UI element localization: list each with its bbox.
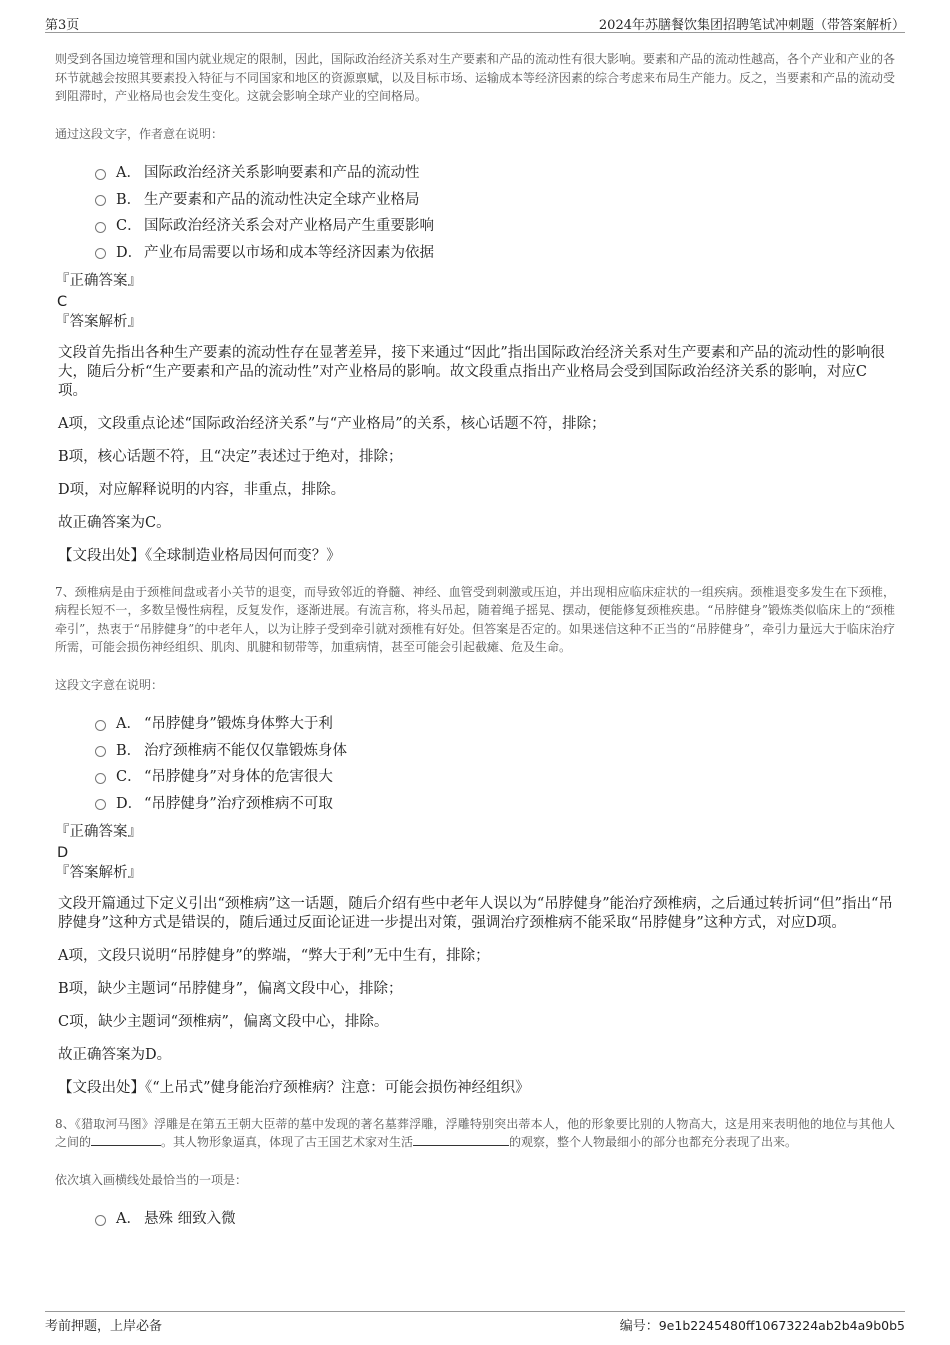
option-text: 悬殊 细致入微 <box>144 1211 236 1228</box>
footer-slogan: 考前押题，上岸必备 <box>45 1319 163 1334</box>
option-letter: D． <box>116 244 143 261</box>
radio-icon[interactable] <box>95 1215 106 1226</box>
question-prompt: 通过这段文字，作者意在说明： <box>55 126 224 141</box>
passage-text: 8、《猎取河马图》浮雕是在第五王朝大臣蒂的墓中发现的著名墓葬浮雕，浮雕特别突出蒂本人，他的形象要比别的人物高大，这是用来表明他的地位与其他人之间的 <box>55 1116 895 1149</box>
passage-text: 。其人物形象逼真，体现了古王国艺术家对生活 <box>161 1135 414 1149</box>
document-code <box>620 1315 905 1334</box>
analysis-paragraph: 故正确答案为C。 <box>58 514 171 531</box>
passage-text: 的观察，整个人物最细小的部分也都充分表现了出来。 <box>509 1135 798 1149</box>
option-text: 治疗颈椎病不能仅仅靠锻炼身体 <box>144 742 347 759</box>
page-footer <box>45 1311 905 1334</box>
option-d[interactable] <box>95 238 895 265</box>
document-body <box>55 50 895 1231</box>
option-text: “吊脖健身”治疗颈椎病不可取 <box>144 795 333 812</box>
radio-icon[interactable] <box>95 222 106 233</box>
analysis-paragraph: D项，对应解释说明的内容，非重点，排除。 <box>58 481 346 498</box>
option-letter: A． <box>116 1211 141 1228</box>
option-letter: C． <box>116 218 142 235</box>
option-text: “吊脖健身”锻炼身体弊大于利 <box>144 716 333 733</box>
page-header <box>45 12 905 33</box>
fill-blank <box>413 1133 509 1146</box>
radio-icon[interactable] <box>95 248 106 259</box>
question-prompt: 这段文字意在说明： <box>55 677 164 692</box>
option-text: 生产要素和产品的流动性决定全球产业格局 <box>144 191 420 208</box>
option-letter: C． <box>116 769 142 786</box>
passage-source: 【文段出处】《“上吊式”健身能治疗颈椎病？注意：可能会损伤神经组织》 <box>58 1079 530 1096</box>
option-b[interactable] <box>95 185 895 212</box>
question-7 <box>55 583 895 1098</box>
analysis-paragraph: 故正确答案为D。 <box>58 1046 172 1063</box>
radio-icon[interactable] <box>95 720 106 731</box>
analysis-paragraph: A项，文段只说明“吊脖健身”的弊端，“弊大于利”无中生有，排除； <box>58 947 490 964</box>
option-c[interactable] <box>95 212 895 239</box>
option-letter: A． <box>116 165 141 182</box>
radio-icon[interactable] <box>95 746 106 757</box>
option-a[interactable] <box>95 710 895 737</box>
option-c[interactable] <box>95 763 895 790</box>
analysis-paragraph: C项，缺少主题词“颈椎病”，偏离文段中心，排除。 <box>58 1013 389 1030</box>
option-letter: B． <box>116 191 142 208</box>
option-list <box>95 159 895 265</box>
answer-label: 『正确答案』 <box>55 823 142 840</box>
document-title: 2024年苏膳餐饮集团招聘笔试冲刺题（带答案解析） <box>598 18 905 33</box>
radio-icon[interactable] <box>95 169 106 180</box>
option-letter: A． <box>116 716 141 733</box>
option-a[interactable] <box>95 1205 895 1232</box>
answer-label: 『正确答案』 <box>55 272 142 289</box>
option-list <box>95 1205 895 1232</box>
analysis-paragraph: B项，缺少主题词“吊脖健身”，偏离文段中心，排除； <box>58 980 403 997</box>
question-prompt: 依次填入画横线处最恰当的一项是： <box>55 1172 248 1187</box>
option-b[interactable] <box>95 736 895 763</box>
analysis-paragraph: A项，文段重点论述“国际政治经济关系”与“产业格局”的关系，核心话题不符，排除； <box>58 415 606 432</box>
code-label: 编号： <box>619 1319 659 1334</box>
answer-value: D <box>57 844 69 861</box>
radio-icon[interactable] <box>95 195 106 206</box>
option-list <box>95 710 895 816</box>
option-d[interactable] <box>95 789 895 816</box>
option-letter: B． <box>116 742 142 759</box>
option-text: 国际政治经济关系会对产业格局产生重要影响 <box>144 218 434 235</box>
option-text: 产业布局需要以市场和成本等经济因素为依据 <box>144 244 434 261</box>
question-6 <box>55 50 895 566</box>
question-8 <box>55 1115 895 1232</box>
analysis-label: 『答案解析』 <box>55 313 142 330</box>
code-value: 9e1b2245480ff10673224ab2b4a9b0b5 <box>658 1318 905 1333</box>
question-passage: 7、颈椎病是由于颈椎间盘或者小关节的退变，而导致邻近的脊髓、神经、血管受到刺激或压迫，并出现相应临床症状的一组疾病。颈椎退变多发生在下颈椎，病程长短不一，多数呈慢性病程，反复发作，逐渐进展。有流言称，将头吊起，随着绳子摇晃、摆动，便能修复颈椎疾患。“吊脖健身”锻炼类似临床上的“颈椎牵引”，热衷于“吊脖健身”的中老年人，以为让脖子受到牵引就对颈椎有好处。但答案是否定的。如果迷信这种不正当的“吊脖健身”，牵引力量远大于临床治疗所需，可能会损伤神经组织、肌肉、肌腱和韧带等，加重病情，甚至可能会引起截瘫、危及生命。 <box>55 584 895 654</box>
analysis-paragraph: 文段开篇通过下定义引出“颈椎病”这一话题，随后介绍有些中老年人误以为“吊脖健身”能治疗颈椎病，之后通过转折词“但”指出“吊脖健身”这种方式是错误的，随后通过反面论证进一步提出对策，强调治疗颈椎病不能采取“吊脖健身”这种方式，对应D项。 <box>58 895 893 931</box>
analysis-paragraph: B项，核心话题不符，且“决定”表述过于绝对，排除； <box>58 448 403 465</box>
analysis-label: 『答案解析』 <box>55 864 142 881</box>
option-text: 国际政治经济关系影响要素和产品的流动性 <box>144 165 420 182</box>
answer-value: C <box>57 293 68 310</box>
radio-icon[interactable] <box>95 773 106 784</box>
option-a[interactable] <box>95 159 895 186</box>
page-number: 第3页 <box>45 18 80 33</box>
option-text: “吊脖健身”对身体的危害很大 <box>144 769 333 786</box>
analysis-paragraph: 文段首先指出各种生产要素的流动性存在显著差异，接下来通过“因此”指出国际政治经济关系对生产要素和产品的流动性的影响很大，随后分析“生产要素和产品的流动性”对产业格局的影响。故文段重点指出产业格局会受到国际政治经济关系的影响，对应C项。 <box>58 344 885 399</box>
passage-source: 【文段出处】《全球制造业格局因何而变？》 <box>58 547 341 564</box>
question-passage <box>55 1115 895 1152</box>
radio-icon[interactable] <box>95 799 106 810</box>
fill-blank <box>91 1133 161 1146</box>
question-passage: 则受到各国边境管理和国内就业规定的限制，因此，国际政治经济关系对生产要素和产品的流动性有很大影响。要素和产品的流动性越高，各个产业和产业的各环节就越会按照其要素投入特征与不同国家和地区的资源禀赋，以及目标市场、运输成本等经济因素的综合考虑来布局生产能力。反之，当要素和产品的流动受到阻滞时，产业格局也会发生变化。这就会影响全球产业的空间格局。 <box>55 52 896 103</box>
option-letter: D． <box>116 795 143 812</box>
